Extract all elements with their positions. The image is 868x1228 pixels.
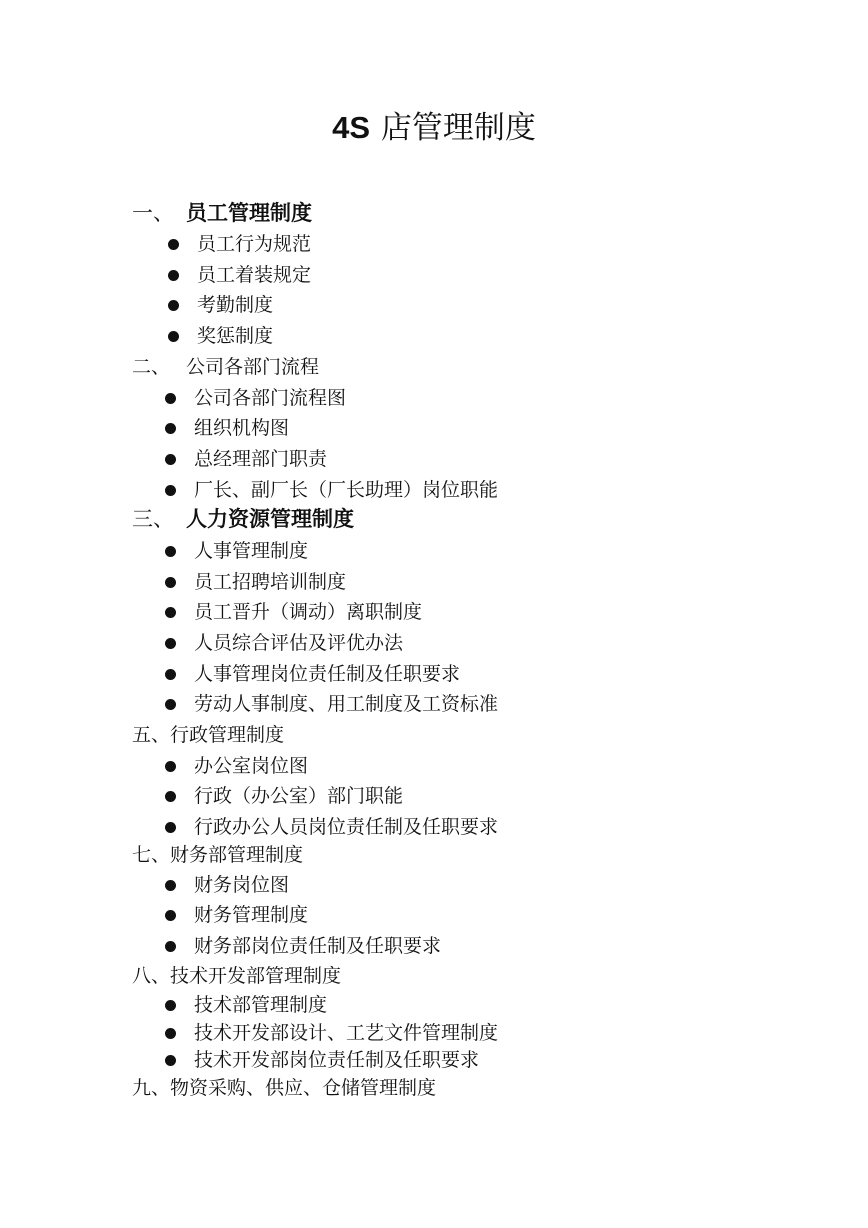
bullet-icon [165,638,176,649]
bullet-icon [165,910,176,921]
list-item-text: 人员综合评估及评优办法 [194,632,404,654]
list-item-text: 员工行为规范 [197,233,312,255]
bullet-icon [165,423,176,434]
bullet-icon [165,669,176,680]
list-item-text: 组织机构图 [194,417,290,439]
list-item-text: 办公室岗位图 [194,755,309,777]
bullet-icon [168,270,179,281]
bullet-icon [165,822,176,833]
bullet-icon [165,699,176,710]
document-title [0,108,868,148]
bullet-icon [165,1000,176,1011]
bullet-icon [165,607,176,618]
list-item-text: 技术部管理制度 [194,994,328,1016]
list-item-text: 人事管理制度 [194,540,309,562]
list-item-text: 员工着装规定 [197,264,312,286]
section-number: 二、 [132,356,171,378]
section-title: 五、行政管理制度 [132,724,285,746]
list-item-text: 行政（办公室）部门职能 [194,785,404,807]
list-item-text: 员工晋升（调动）离职制度 [194,601,423,623]
bullet-icon [168,239,179,250]
bullet-icon [165,546,176,557]
section-number: 三、 [132,507,174,531]
bullet-icon [165,791,176,802]
list-item-text: 财务岗位图 [194,874,290,896]
list-item-text: 员工招聘培训制度 [194,571,347,593]
bullet-icon [165,577,176,588]
section-number: 一、 [132,201,174,225]
list-item-text: 技术开发部岗位责任制及任职要求 [194,1049,480,1071]
bullet-icon [165,485,176,496]
list-item-text: 行政办公人员岗位责任制及任职要求 [194,816,499,838]
section-title: 八、技术开发部管理制度 [132,965,342,987]
list-item-text: 人事管理岗位责任制及任职要求 [194,663,461,685]
list-item-text: 奖惩制度 [197,325,274,347]
list-item-text: 财务管理制度 [194,904,309,926]
title-cjk: 店管理制度 [380,110,536,146]
section-title: 七、财务部管理制度 [132,844,304,866]
bullet-icon [165,454,176,465]
section-title: 公司各部门流程 [186,356,320,378]
bullet-icon [165,761,176,772]
bullet-icon [165,1055,176,1066]
bullet-icon [168,331,179,342]
bullet-icon [165,393,176,404]
list-item-text: 劳动人事制度、用工制度及工资标准 [194,693,499,715]
bullet-icon [165,1028,176,1039]
section-title: 人力资源管理制度 [186,506,354,531]
list-item-text: 财务部岗位责任制及任职要求 [194,935,442,957]
bullet-icon [165,941,176,952]
list-item-text: 厂长、副厂长（厂长助理）岗位职能 [194,479,499,501]
list-item-text: 技术开发部设计、工艺文件管理制度 [194,1022,499,1044]
list-item-text: 公司各部门流程图 [194,387,347,409]
bullet-icon [165,880,176,891]
section-title: 九、物资采购、供应、仓储管理制度 [132,1077,437,1099]
title-latin: 4S [332,110,371,145]
bullet-icon [168,300,179,311]
list-item-text: 总经理部门职责 [194,448,328,470]
list-item-text: 考勤制度 [197,294,274,316]
section-title: 员工管理制度 [186,200,312,225]
